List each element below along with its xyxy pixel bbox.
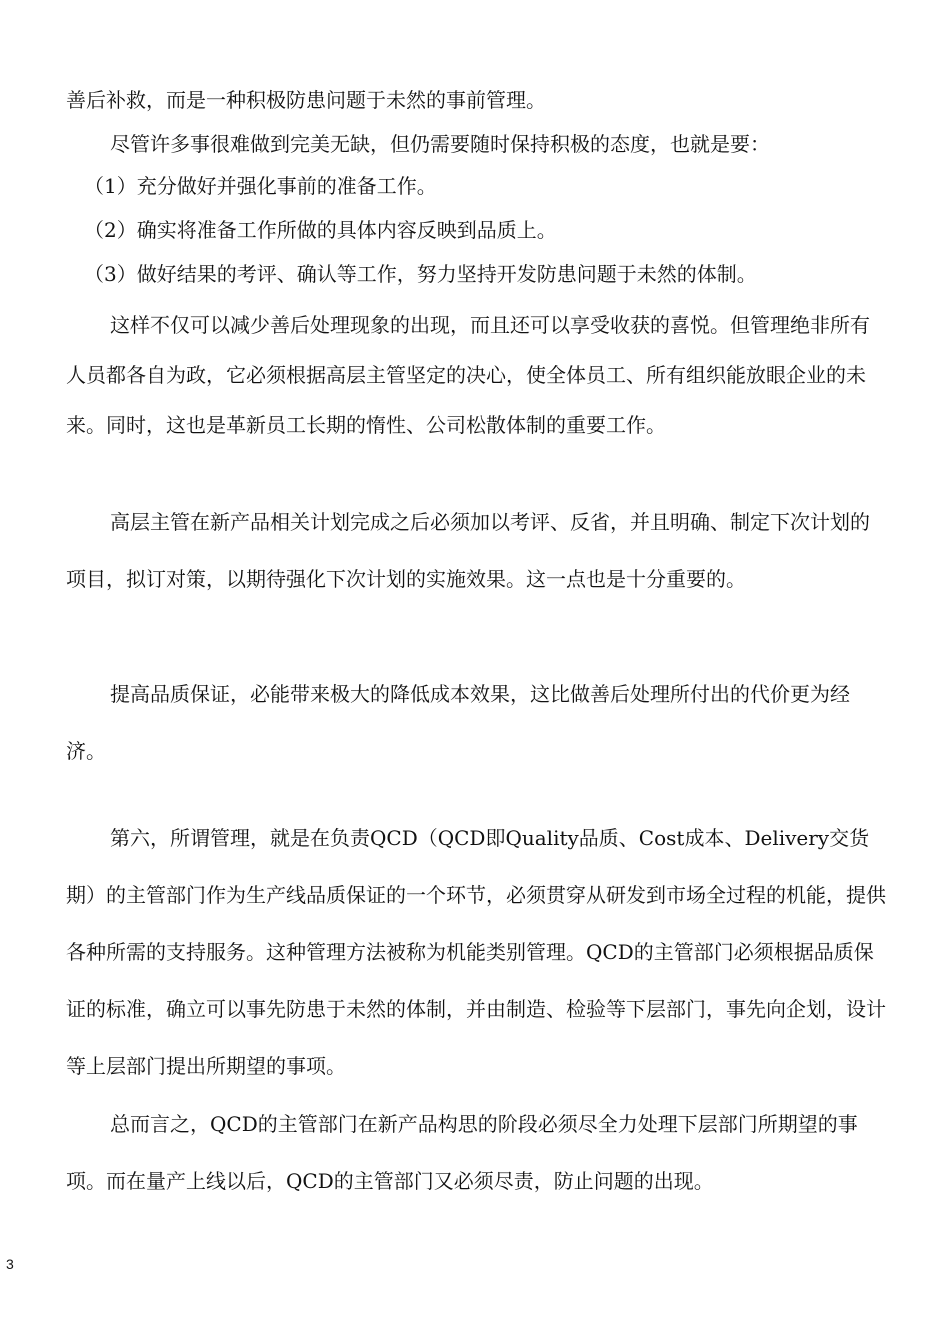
list-item-1: （1）充分做好并强化事前的准备工作。: [84, 174, 437, 198]
list-item-3: （3）做好结果的考评、确认等工作，努力坚持开发防患问题于未然的体制。: [84, 262, 757, 286]
page-number: 3: [6, 1256, 14, 1272]
paragraph-intro: 尽管许多事很难做到完美无缺，但仍需要随时保持积极的态度，也就是要：: [110, 132, 770, 156]
paragraph-summary: 总而言之，QCD的主管部门在新产品构思的阶段必须尽全力处理下层部门所期望的事项。而在量产上线以后，QCD的主管部门又必须尽责，防止问题的出现。: [66, 1112, 858, 1193]
paragraph-management: 这样不仅可以减少善后处理现象的出现，而且还可以享受收获的喜悦。但管理绝非所有人员都各自为政，它必须根据高层主管坚定的决心，使全体员工、所有组织能放眼企业的未来。同时，这也是革新员工长期的惰性、公司松散体制的重要工作。: [66, 313, 870, 437]
paragraph-qcd: 第六，所谓管理，就是在负责QCD（QCD即Quality品质、Cost成本、Delivery交货期）的主管部门作为生产线品质保证的一个环节，必须贯穿从研发到市场全过程的机能，提供各种所需的支持服务。这种管理方法被称为机能类别管理。QCD的主管部门必须根据品质保证的标准，确立可以事先防患于未然的体制，并由制造、检验等下层部门，事先向企划，设计等上层部门提出所期望的事项。: [66, 826, 886, 1078]
list-item-2: （2）确实将准备工作所做的具体内容反映到品质上。: [84, 218, 557, 242]
paragraph-executives: 高层主管在新产品相关计划完成之后必须加以考评、反省，并且明确、制定下次计划的项目，拟订对策，以期待强化下次计划的实施效果。这一点也是十分重要的。: [66, 510, 870, 591]
paragraph-quality-cost: 提高品质保证，必能带来极大的降低成本效果，这比做善后处理所付出的代价更为经济。: [66, 682, 850, 763]
paragraph-continuation: 善后补救，而是一种积极防患问题于未然的事前管理。: [66, 88, 546, 112]
